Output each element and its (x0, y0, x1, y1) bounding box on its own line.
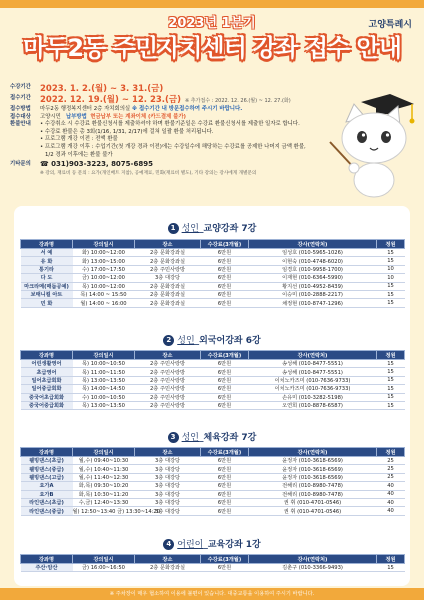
period-row (10, 84, 310, 95)
course-capacity: 10 (377, 265, 405, 273)
course-time: 수) 17:00~17:50 (73, 265, 135, 273)
course-capacity: 15 (377, 290, 405, 298)
course-teacher: 채정현 (010-8747-1296) (249, 299, 377, 307)
table-row (21, 299, 405, 307)
course-name: 웰빙댄스(중급) (21, 465, 73, 473)
course-table-2 (20, 350, 405, 410)
refund-row (10, 121, 310, 159)
method-label: 접수방법 (10, 106, 31, 112)
course-place: 2층 문화강좌실 (135, 282, 201, 290)
reception-note: ※ 추가접수 : 2022. 12. 26.(월) ~ 12. 27.(화) (185, 98, 291, 104)
course-name: 유 화 (21, 257, 73, 265)
col-fee: 수강료(3개월) (201, 240, 249, 249)
payment-label: 납부방법 (65, 113, 87, 120)
page-title (0, 28, 424, 63)
period-value: 2023. 1. 2.(월) ~ 3. 31.(금) (40, 84, 164, 94)
course-time: 목) 11:00~11:50 (73, 368, 135, 376)
course-place: 3층 대강당 (135, 274, 201, 282)
course-capacity: 15 (377, 401, 405, 409)
course-capacity: 40 (377, 490, 405, 498)
table-row (21, 465, 405, 473)
course-time: 월,수) 09:40~10:30 (73, 457, 135, 465)
course-teacher: 윤정자 (010-3618-6569) (249, 473, 377, 481)
table-row (21, 376, 405, 384)
section-category: 성인 (177, 336, 195, 346)
course-name: 중국어중급회화 (21, 401, 73, 409)
section-category: 성인 (181, 224, 199, 234)
col-place: 장소 (135, 448, 201, 457)
course-time: 금) 10:00~12:00 (73, 274, 135, 282)
col-capacity: 정원 (377, 240, 405, 249)
course-time: 목) 14:00 ~ 15:50 (73, 290, 135, 298)
col-place: 장소 (135, 555, 201, 564)
course-table-3 (20, 447, 405, 516)
table-row (21, 401, 405, 409)
course-name: 서 예 (21, 249, 73, 257)
info-block (10, 84, 310, 177)
col-fee: 수강료(3개월) (201, 448, 249, 457)
course-capacity: 15 (377, 249, 405, 257)
col-capacity: 정원 (377, 555, 405, 564)
table-row (21, 274, 405, 282)
course-teacher: 권 휘 (010-4701-0546) (249, 507, 377, 515)
page-title-text: 마두2동 주민자치센터 강좌 접수 안내 (23, 34, 401, 62)
table-row (21, 257, 405, 265)
course-teacher: 윤정자 (010-3618-6569) (249, 465, 377, 473)
contact-phone: ☎ 031)903-3223, 8075-6895 (40, 160, 153, 169)
table-header (21, 240, 405, 249)
course-time: 화) 10:00~12:00 (73, 249, 135, 257)
course-fee: 6만원 (201, 465, 249, 473)
course-fee: 6만원 (201, 376, 249, 384)
course-capacity: 40 (377, 507, 405, 515)
course-table-1 (20, 239, 405, 308)
course-teacher: 송성해 (010-8477-5551) (249, 360, 377, 368)
section-number: 4 (163, 539, 174, 550)
refund-item: • 프로그램 개강 이후 : 수업기간(첫 개강 경과 이전)에는 수강일수에 해당하는 수강료를 공제한 나머지 금액 환불, 1/2 경과 이후에는 환불 불가 (40, 143, 306, 158)
course-time: 금) 16:00~16:50 (73, 564, 135, 572)
section-title-1: 1 성인_교양강좌 7강 (0, 221, 424, 234)
course-time: 월,수) 11:40~12:30 (73, 473, 135, 481)
course-capacity: 15 (377, 257, 405, 265)
top-bar (0, 0, 424, 8)
course-fee: 6만원 (201, 457, 249, 465)
course-fee: 6만원 (201, 401, 249, 409)
table-row (21, 282, 405, 290)
course-time: 목) 13:00~13:50 (73, 376, 135, 384)
course-fee: 6만원 (201, 368, 249, 376)
course-place: 2층 주민사랑방 (135, 401, 201, 409)
course-fee: 6만원 (201, 482, 249, 490)
course-name: 민 화 (21, 299, 73, 307)
course-capacity: 10 (377, 274, 405, 282)
col-capacity: 정원 (377, 351, 405, 360)
refund-item: • 프로그램 개강 이전 : 전액 환불 (40, 136, 118, 143)
section-number: 1 (168, 223, 179, 234)
course-capacity: 25 (377, 457, 405, 465)
col-time: 강의일시 (73, 351, 135, 360)
course-place: 3층 대강당 (135, 482, 201, 490)
course-teacher: 윤정자 (010-3618-6569) (249, 457, 377, 465)
course-place: 3층 대강당 (135, 490, 201, 498)
course-place: 2층 주민사랑방 (135, 368, 201, 376)
contact-row (10, 161, 310, 177)
table-row (21, 482, 405, 490)
course-teacher: 이재현 (010-6364-5990) (249, 274, 377, 282)
course-fee: 6만원 (201, 274, 249, 282)
col-course: 강좌명 (21, 555, 73, 564)
course-place: 2층 문화강좌실 (135, 257, 201, 265)
table-row (21, 360, 405, 368)
course-fee: 6만원 (201, 265, 249, 273)
course-name: 다 도 (21, 274, 73, 282)
course-name: 라인댄스(중급) (21, 507, 73, 515)
section-name: 외국어강좌 6강 (199, 336, 261, 346)
course-teacher: 권 휘 (010-4701-0546) (249, 498, 377, 506)
col-time: 강의일시 (73, 448, 135, 457)
course-capacity: 15 (377, 564, 405, 572)
course-fee: 6만원 (201, 360, 249, 368)
col-capacity: 정원 (377, 448, 405, 457)
section-category: 어린이 (177, 540, 204, 550)
course-time: 화) 13:00~15:00 (73, 257, 135, 265)
course-place: 2층 문화강좌실 (135, 564, 201, 572)
course-capacity: 40 (377, 482, 405, 490)
contact-label: 기타문의 (10, 161, 31, 168)
method-row (10, 106, 310, 114)
course-time: 월) 12:50~13:40 금) 13:30~14:20 (72, 508, 161, 515)
course-name: 일어중급회화 (21, 385, 73, 393)
course-place: 2층 문화강좌실 (135, 290, 201, 298)
table-row (21, 564, 405, 572)
course-place: 2층 문화강좌실 (135, 249, 201, 257)
course-capacity: 15 (377, 282, 405, 290)
course-name: 웰빙댄스(고급) (21, 473, 73, 481)
section-number: 3 (168, 432, 179, 443)
section-category: 성인 (181, 433, 199, 443)
table-header (21, 351, 405, 360)
course-teacher: 김춘구 (010-3366-9493) (249, 564, 377, 572)
course-time: 월,수) 10:40~11:30 (73, 465, 135, 473)
course-place: 3층 대강당 (135, 507, 201, 515)
course-name: 초급영어 (21, 368, 73, 376)
course-teacher: 손유미 (010-3282-5198) (249, 393, 377, 401)
course-place: 2층 주민사랑방 (135, 376, 201, 384)
payment-value: 현금납부 또는 계좌이체 (카드결제 불가) (90, 113, 187, 120)
table-row (21, 265, 405, 273)
course-fee: 6만원 (201, 507, 249, 515)
course-place: 2층 문화강좌실 (135, 299, 201, 307)
reception-row (10, 95, 310, 106)
course-capacity: 15 (377, 376, 405, 384)
table-row (21, 457, 405, 465)
col-teacher: 강사(연락처) (249, 351, 377, 360)
reception-label: 접수기간 (10, 95, 31, 101)
col-time: 강의일시 (73, 240, 135, 249)
course-fee: 6만원 (201, 385, 249, 393)
course-teacher: 이치노카즈미 (010-7636-9733) (249, 385, 377, 393)
refund-item: • 수강료 환불은 총 3회(1/16, 1/31, 2/17)에 걸쳐 일괄 환불 처리됩니다. (40, 128, 214, 135)
course-capacity: 15 (377, 393, 405, 401)
course-place: 2층 주민사랑방 (135, 385, 201, 393)
course-place: 3층 대강당 (135, 498, 201, 506)
course-name: 요가B (21, 490, 73, 498)
course-time: 목) 10:00~12:00 (73, 282, 135, 290)
course-name: 요가A (21, 482, 73, 490)
refund-label: 환불안내 (10, 121, 31, 128)
course-fee: 6만원 (201, 282, 249, 290)
course-place: 3층 대강당 (135, 465, 201, 473)
reception-value: 2022. 12. 19.(월) ~ 12. 23.(금) (40, 95, 181, 105)
course-fee: 6만원 (201, 257, 249, 265)
section-title-3: 3 성인_체육강좌 7강 (0, 430, 424, 443)
subtitle-quarter: 2023년 1분기 (168, 16, 256, 31)
section-number: 2 (163, 335, 174, 346)
table-row (21, 507, 405, 515)
table-row (21, 473, 405, 481)
course-fee: 6만원 (201, 290, 249, 298)
course-capacity: 25 (377, 473, 405, 481)
course-capacity: 40 (377, 498, 405, 506)
course-teacher: 황지선 (010-4952-8439) (249, 282, 377, 290)
col-teacher: 강사(연락처) (249, 448, 377, 457)
course-time: 목) 14:00~14:50 (73, 385, 135, 393)
course-table-4 (20, 554, 405, 572)
course-name: 어린생활영어 (21, 360, 73, 368)
course-time: 수,금) 12:40~13:30 (73, 498, 135, 506)
course-place: 3층 대강당 (135, 473, 201, 481)
course-fee: 6만원 (201, 490, 249, 498)
table-row (21, 498, 405, 506)
course-fee: 6만원 (201, 393, 249, 401)
col-fee: 수강료(3개월) (201, 351, 249, 360)
table-row (21, 290, 405, 298)
col-teacher: 강사(연락처) (249, 240, 377, 249)
method-note: ※ 접수기간 내 방문접수하여 주시기 바랍니다. (131, 106, 243, 112)
course-time: 월) 14:00 ~ 16:00 (73, 299, 135, 307)
table-row (21, 490, 405, 498)
section-title-2: 2 성인_외국어강좌 6강 (0, 333, 424, 346)
section-name: 교양강좌 7강 (203, 224, 257, 234)
footer-notice: ※ 주차장이 매우 협소하여 이용에 불편이 있습니다. 대중교통을 이용하여 주시기 바랍니다. (0, 588, 424, 600)
course-time: 화,목) 09:30~10:20 (73, 482, 135, 490)
course-teacher: 이현숙 (010-4748-6020) (249, 257, 377, 265)
fee-label: 접수대상 (10, 113, 31, 120)
col-teacher: 강사(연락처) (249, 555, 377, 564)
col-course: 강좌명 (21, 448, 73, 457)
table-row (21, 249, 405, 257)
table-row (21, 393, 405, 401)
course-place: 3층 대강당 (135, 457, 201, 465)
target-value: 고양시민 (40, 113, 61, 120)
course-name: 주산·암산 (21, 564, 73, 572)
method-value: 마두2동 행정복지센터 2층 자치회의실 (40, 106, 131, 112)
course-capacity: 15 (377, 368, 405, 376)
course-teacher: 임성호 (010-5965-1026) (249, 249, 377, 257)
course-name: 일어초급회화 (21, 376, 73, 384)
course-teacher: 송성해 (010-8477-5551) (249, 368, 377, 376)
contact-note: ※ 강의, 재료비 등 문의 : 요가(개인배트 지참), 공예재료, 민화(재료비 별도), 기타 강의는 강사에게 개별문의 (40, 170, 257, 176)
col-course: 강좌명 (21, 240, 73, 249)
course-place: 2층 주민사랑방 (135, 265, 201, 273)
course-time: 수) 10:00~10:50 (73, 393, 135, 401)
col-time: 강의일시 (73, 555, 135, 564)
course-place: 2층 주민사랑방 (135, 360, 201, 368)
course-name: 보태니컬 아트 (21, 290, 73, 298)
refund-item: • 수강취소 시 수강료 환불신청서를 제출하셔야 하며 환불기준일은 수강료 환불신청서를 제출한 일자로 합니다. (40, 121, 300, 128)
course-name: 통기타 (21, 265, 73, 273)
city-logo: 고양특례시 (368, 20, 412, 30)
course-fee: 6만원 (201, 299, 249, 307)
course-name: 라인댄스(초급) (21, 498, 73, 506)
course-fee: 6만원 (201, 498, 249, 506)
course-fee: 6만원 (201, 473, 249, 481)
course-capacity: 15 (377, 360, 405, 368)
course-capacity: 15 (377, 385, 405, 393)
course-name: 웰빙댄스(초급) (21, 457, 73, 465)
course-name: 마크라메(매듭공예) (21, 282, 73, 290)
col-fee: 수강료(3개월) (201, 555, 249, 564)
section-name: 체육강좌 7강 (203, 433, 257, 443)
course-fee: 6만원 (201, 564, 249, 572)
col-place: 장소 (135, 351, 201, 360)
section-title-4: 4 어린이_교육강좌 1강 (0, 537, 424, 550)
course-teacher: 임경호 (010-9958-1700) (249, 265, 377, 273)
course-name: 중국어초급회화 (21, 393, 73, 401)
table-row (21, 368, 405, 376)
course-teacher: 이치노카즈미 (010-7636-9733) (249, 376, 377, 384)
course-teacher: 전해리 (010-8980-7478) (249, 490, 377, 498)
table-header (21, 448, 405, 457)
col-course: 강좌명 (21, 351, 73, 360)
course-time: 목) 13:00~13:50 (73, 401, 135, 409)
course-teacher: 전해리 (010-8980-7478) (249, 482, 377, 490)
period-label: 수강기간 (10, 84, 31, 90)
cat-mascot-icon (316, 88, 416, 200)
section-name: 교육강좌 1강 (207, 540, 261, 550)
table-header (21, 555, 405, 564)
course-capacity: 25 (377, 465, 405, 473)
course-fee: 6만원 (201, 249, 249, 257)
course-time: 화,목) 10:30~11:20 (73, 490, 135, 498)
col-place: 장소 (135, 240, 201, 249)
course-place: 2층 주민사랑방 (135, 393, 201, 401)
course-teacher: 오연희 (010-8878-6587) (249, 401, 377, 409)
course-time: 목) 10:00~10:50 (73, 360, 135, 368)
table-row (21, 385, 405, 393)
course-capacity: 15 (377, 299, 405, 307)
course-teacher: 이승미 (010-2888-2217) (249, 290, 377, 298)
